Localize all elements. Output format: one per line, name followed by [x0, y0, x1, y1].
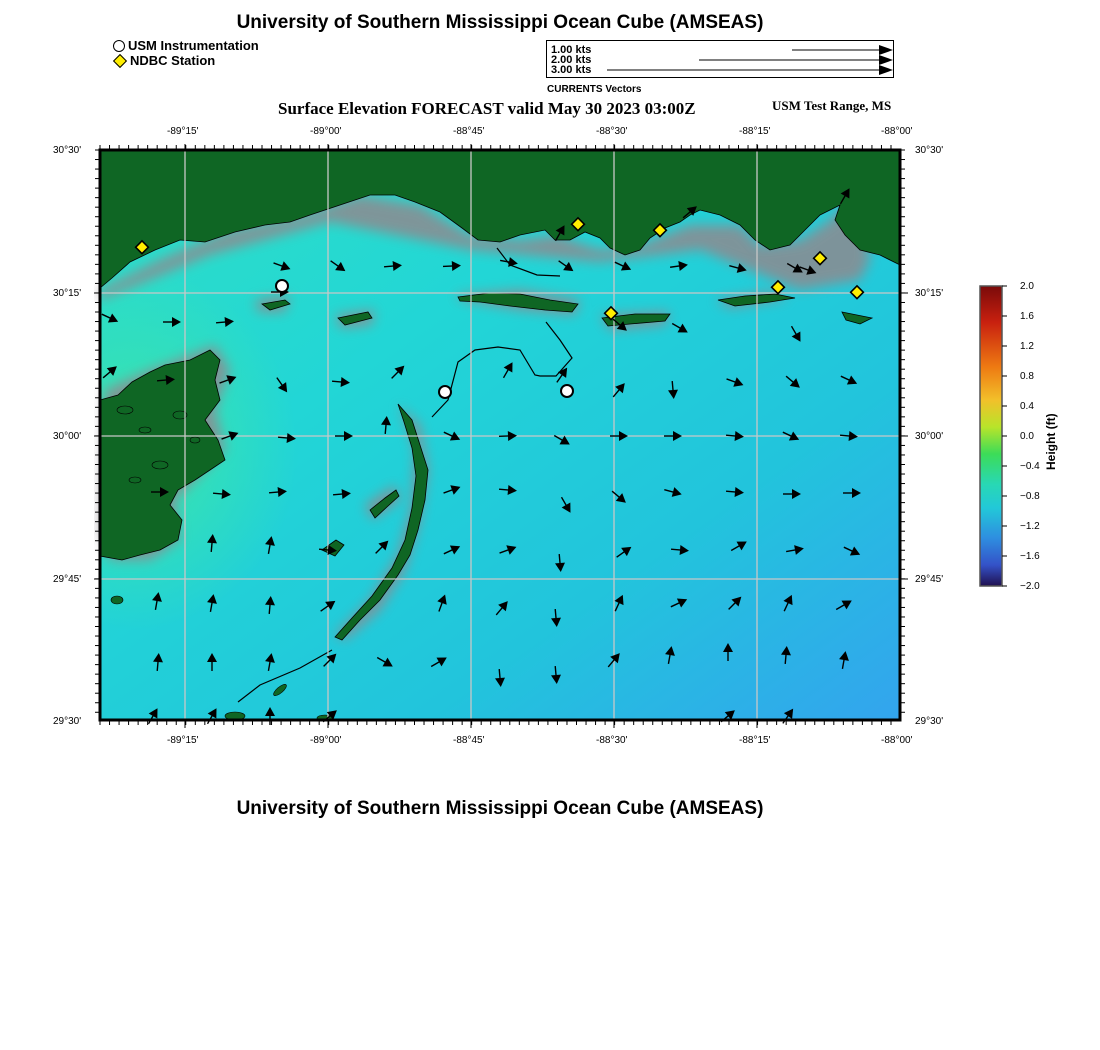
lon-label-top: -88°00': [881, 126, 913, 137]
usm-instrument-marker[interactable]: [276, 280, 288, 292]
lon-label-top: -88°45': [453, 126, 485, 137]
lat-label-left: 29°45': [53, 574, 82, 585]
usm-instrument-icon: [113, 40, 125, 52]
lon-label-bottom: -88°45': [453, 735, 485, 746]
lon-label-bottom: -88°00': [881, 735, 913, 746]
usm-legend-label: USM Instrumentation: [128, 38, 259, 53]
colorbar-tick: 0.8: [1020, 371, 1034, 382]
lat-label-left: 29°30': [53, 716, 82, 727]
lon-label-bottom: -89°15': [167, 735, 199, 746]
lon-label-top: -89°15': [167, 126, 199, 137]
lat-label-right: 30°30': [915, 145, 944, 156]
lat-label-right: 29°45': [915, 574, 944, 585]
ndbc-legend-label: NDBC Station: [130, 53, 216, 68]
lon-label-top: -88°15': [739, 126, 771, 137]
forecast-subtitle: Surface Elevation FORECAST valid May 30 2023 03:00Z: [278, 99, 696, 118]
ndbc-station-icon: [113, 53, 127, 67]
colorbar-tick: −2.0: [1020, 581, 1040, 592]
colorbar-tick: 2.0: [1020, 281, 1034, 292]
lon-label-top: -88°30': [596, 126, 628, 137]
colorbar-tick: 0.0: [1020, 431, 1034, 442]
vector-scale-box: [546, 40, 894, 78]
lat-label-left: 30°15': [53, 288, 82, 299]
station-legend: [113, 38, 259, 68]
colorbar-tick: −1.2: [1020, 521, 1040, 532]
lon-label-top: -89°00': [310, 126, 342, 137]
colorbar-tick: −0.4: [1020, 461, 1040, 472]
vector-scale-label-2: 2.00 kts: [551, 54, 592, 66]
colorbar-tick: 0.4: [1020, 401, 1034, 412]
colorbar-tick: 1.2: [1020, 341, 1034, 352]
lat-label-left: 30°00': [53, 431, 82, 442]
lon-label-bottom: -89°00': [310, 735, 342, 746]
colorbar-tick: 1.6: [1020, 311, 1034, 322]
vector-scale-arrows: [547, 41, 893, 77]
lat-label-left: 30°30': [53, 145, 82, 156]
lon-label-bottom: -88°30': [596, 735, 628, 746]
vector-scale-label-3: 3.00 kts: [551, 64, 592, 76]
surface-elevation-map[interactable]: [94, 144, 910, 728]
footer-title: University of Southern Mississippi Ocean Cube (AMSEAS): [236, 798, 764, 819]
colorbar-tick: −0.8: [1020, 491, 1040, 502]
colorbar-title: Height (ft): [1044, 413, 1058, 470]
vector-scale-caption: CURRENTS Vectors: [547, 84, 642, 95]
height-colorbar: [975, 280, 1020, 592]
lat-label-right: 30°15': [915, 288, 944, 299]
page-title: University of Southern Mississippi Ocean Cube (AMSEAS): [236, 12, 764, 33]
usm-instrument-marker[interactable]: [439, 386, 451, 398]
lat-label-right: 29°30': [915, 716, 944, 727]
usm-instrument-marker[interactable]: [561, 385, 573, 397]
vector-scale-label-1: 1.00 kts: [551, 44, 592, 56]
test-range-label: USM Test Range, MS: [772, 98, 892, 113]
lon-label-bottom: -88°15': [739, 735, 771, 746]
lat-label-right: 30°00': [915, 431, 944, 442]
colorbar-tick: −1.6: [1020, 551, 1040, 562]
